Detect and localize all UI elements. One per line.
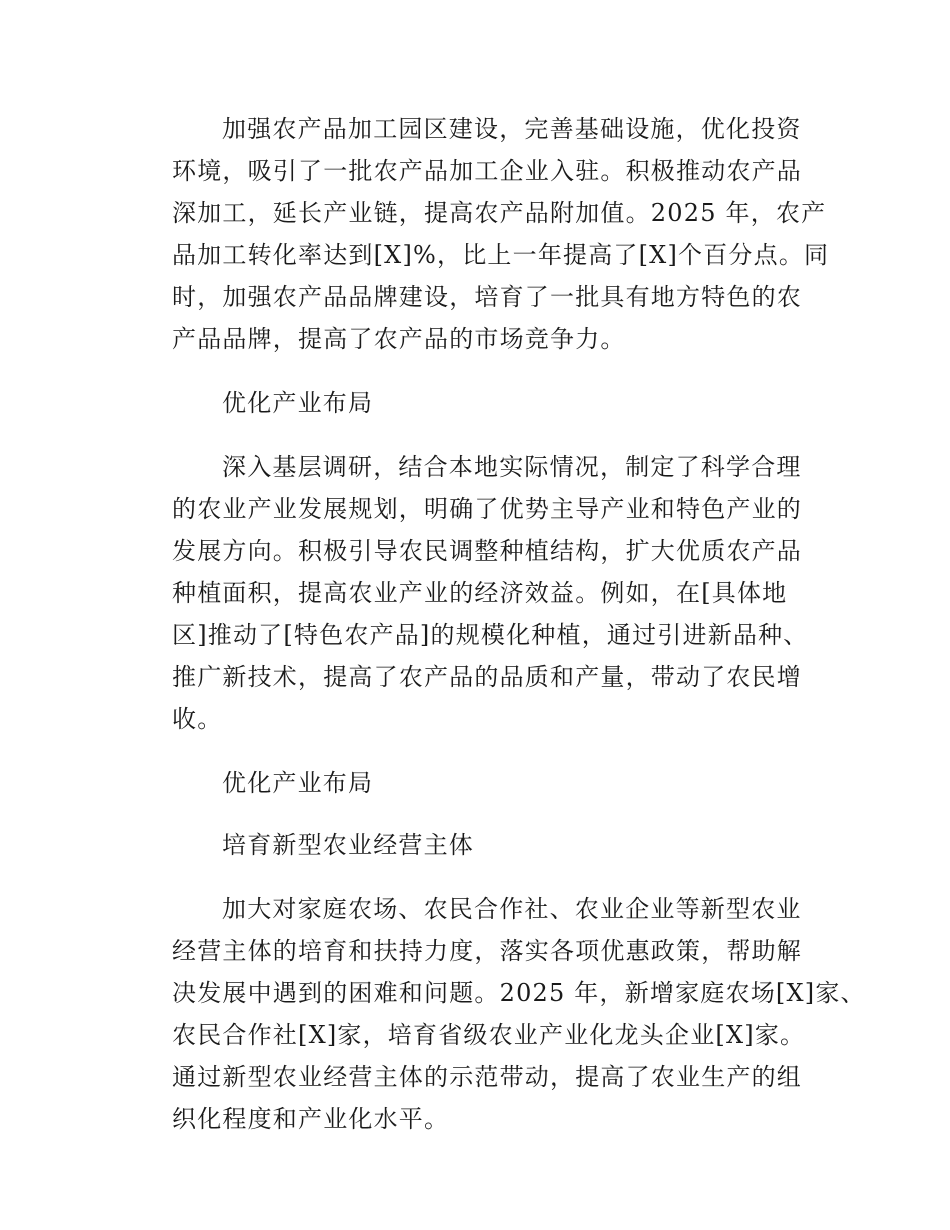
paragraph-line: 加强农产品加工园区建设，完善基础设施，优化投资 <box>222 115 802 143</box>
paragraph-line: 农民合作社[X]家，培育省级农业产业化龙头企业[X]家。 <box>172 1021 806 1049</box>
paragraph-line: 织化程度和产业化水平。 <box>172 1105 450 1133</box>
paragraph-business-entities <box>172 888 866 1140</box>
paragraph-line: 的农业产业发展规划，明确了优势主导产业和特色产业的 <box>172 495 802 523</box>
paragraph-line: 发展方向。积极引导农民调整种植结构，扩大优质农产品 <box>172 537 802 565</box>
paragraph-line: 加大对家庭农场、农民合作社、农业企业等新型农业 <box>222 895 802 923</box>
paragraph-line: 产品品牌，提高了农产品的市场竞争力。 <box>172 325 626 353</box>
paragraph-line: 深入基层调研，结合本地实际情况，制定了科学合理 <box>222 453 802 481</box>
paragraph-line: 经营主体的培育和扶持力度，落实各项优惠政策，帮助解 <box>172 937 802 965</box>
paragraph-processing-park <box>172 108 830 360</box>
paragraph-line: 推广新技术，提高了农产品的品质和产量，带动了农民增 <box>172 663 802 691</box>
paragraph-line: 深加工，延长产业链，提高农产品附加值。2025 年，农产 <box>172 199 827 227</box>
paragraph-line: 种植面积，提高农业产业的经济效益。例如，在[具体地 <box>172 579 788 607</box>
section-heading-industry-layout: 优化产业布局 <box>222 389 374 417</box>
paragraph-line: 决发展中遇到的困难和问题。2025 年，新增家庭农场[X]家、 <box>172 979 866 1007</box>
paragraph-line: 通过新型农业经营主体的示范带动，提高了农业生产的组 <box>172 1063 802 1091</box>
paragraph-line: 品加工转化率达到[X]%，比上一年提高了[X]个百分点。同 <box>172 241 830 269</box>
document-body <box>172 108 866 1162</box>
section-heading-industry-layout-repeat: 优化产业布局 <box>222 769 374 797</box>
paragraph-line: 时，加强农产品品牌建设，培育了一批具有地方特色的农 <box>172 283 802 311</box>
paragraph-line: 区]推动了[特色农产品]的规模化种植，通过引进新品种、 <box>172 621 809 649</box>
paragraph-line: 收。 <box>172 705 223 733</box>
paragraph-line: 环境，吸引了一批农产品加工企业入驻。积极推动农产品 <box>172 157 802 185</box>
paragraph-industry-planning <box>172 446 812 740</box>
section-heading-new-business-entities: 培育新型农业经营主体 <box>222 831 474 859</box>
